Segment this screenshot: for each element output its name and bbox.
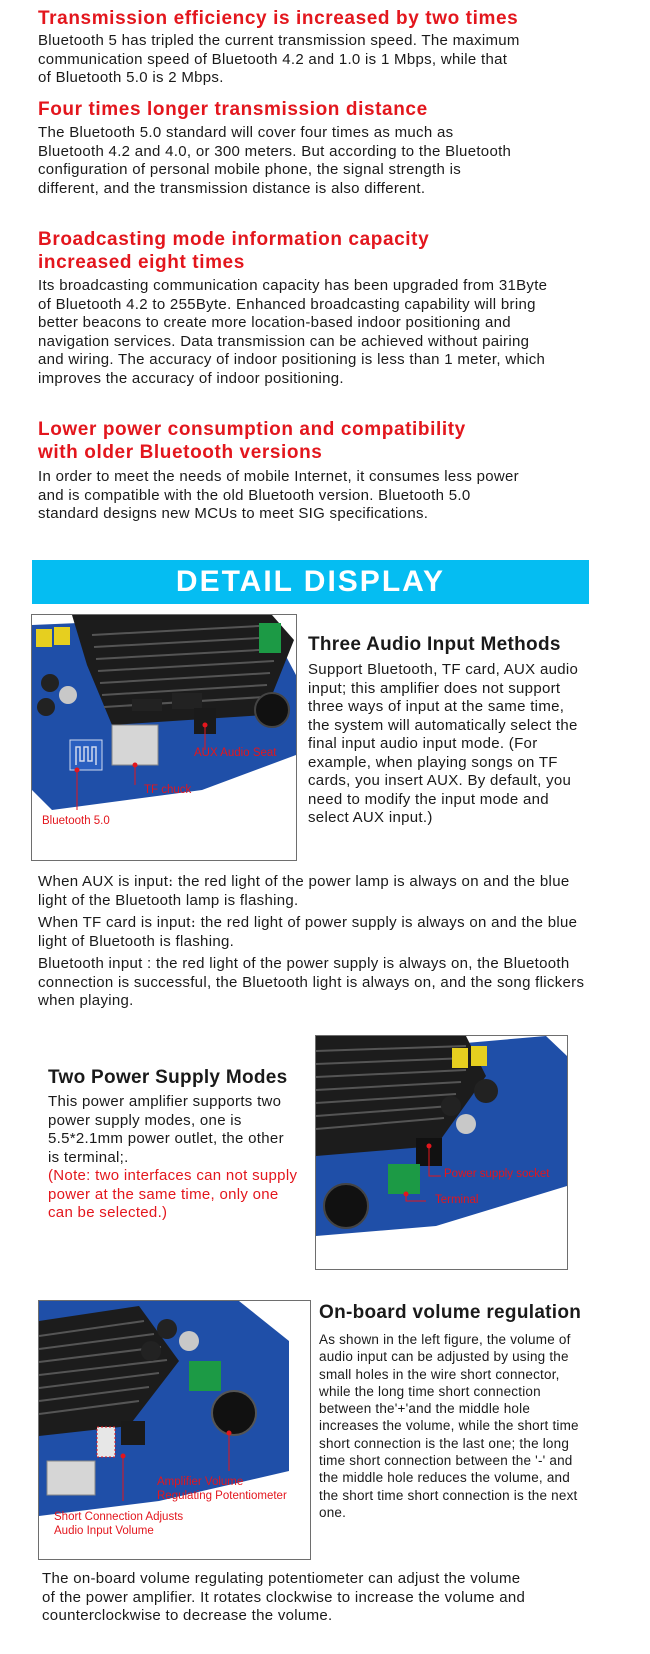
capacitor	[59, 686, 77, 704]
detail-display-banner: DETAIL DISPLAY	[32, 560, 589, 604]
callout-dot	[75, 768, 80, 773]
note-power-modes: (Note: two interfaces can not supply power at the same time, only one can be selected.)	[48, 1167, 298, 1221]
para-two-power-modes: This power amplifier supports two power supply modes, one is 5.5*2.1mm power outlet, the other is terminal;.	[48, 1093, 284, 1166]
callout-dot	[427, 1144, 432, 1149]
title-onboard-volume: On-board volume regulation	[319, 1302, 582, 1323]
terminal-block	[259, 623, 281, 653]
para-three-audio-inputs: Support Bluetooth, TF card, AUX audio input; this amplifier does not support three ways of input at the same time, the system will automatically select the final input audio input mode. (For example, when playing songs on TF cards, you insert AUX. By default, you need to modify the input mode and select AUX input.)	[308, 661, 579, 826]
title-three-audio-inputs: Three Audio Input Methods	[308, 634, 561, 655]
short-connector	[97, 1427, 115, 1457]
pcb-illustration	[316, 1036, 567, 1269]
board-photo-volume	[38, 1300, 311, 1560]
para-onboard-volume: As shown in the left figure, the volume of audio input can be adjusted by using the small holes in the wire short connector, while the long time short connection between the'+'and the middle hole increases the volume, while the short time short connection is the last one; the long time short connection between the '-' and the middle hole reduces the volume, and the short time short connection is the next one.	[319, 1332, 579, 1520]
capacitor	[179, 1331, 199, 1351]
label-short-connection	[54, 1510, 183, 1538]
bluetooth-module	[70, 740, 102, 770]
yellow-capacitor	[471, 1046, 487, 1066]
capacitor	[157, 1319, 177, 1339]
capacitor	[141, 1341, 161, 1361]
heading-transmission-distance: Four times longer transmission distance	[38, 99, 428, 120]
label-tf-chuck: TF chuck	[144, 784, 192, 796]
terminal-block	[388, 1164, 420, 1194]
para-transmission-distance: The Bluetooth 5.0 standard will cover four times as much as Bluetooth 4.2 and 4.0, or 300 meters. But according to the Bluetooth configuration of personal mobile phone, the signal strength is different, and the transmission distance is also different.	[38, 124, 512, 197]
callout-dot	[203, 723, 208, 728]
aux-jack	[121, 1421, 145, 1445]
para-volume-potentiometer: The on-board volume regulating potentiometer can adjust the volume of the power amplifier. It rotates clockwise to increase the volume and counterclockwise to decrease the volume.	[42, 1570, 526, 1624]
para-transmission-efficiency: Bluetooth 5 has tripled the current transmission speed. The maximum communication speed of Bluetooth 4.2 and 1.0 is 1 Mbps, while that of Bluetooth 5.0 is 2 Mbps.	[38, 32, 520, 87]
callout-dot	[133, 763, 138, 768]
label-terminal: Terminal	[435, 1194, 479, 1206]
heading-transmission-efficiency: Transmission efficiency is increased by two times	[38, 8, 519, 29]
label-line: Audio Input Volume	[54, 1525, 154, 1537]
heading-line: Broadcasting mode information capacity	[38, 229, 430, 250]
volume-knob	[255, 693, 289, 727]
heading-line: with older Bluetooth versions	[38, 442, 323, 463]
capacitor	[441, 1096, 461, 1116]
yellow-capacitor	[452, 1048, 468, 1068]
note-tf-input: When TF card is input։ the red light of power supply is always on and the blue light of Bluetooth is flashing.	[38, 914, 578, 950]
note-bluetooth-input: Bluetooth input : the red light of the power supply is always on, the Bluetooth connection is successful, the Bluetooth light is always on, and the song flickers when playing.	[38, 955, 585, 1009]
capacitor	[41, 674, 59, 692]
note-aux-input: When AUX is input։ the red light of the power lamp is always on and the blue light of the Bluetooth lamp is flashing.	[38, 873, 570, 909]
heading-line: increased eight times	[38, 252, 245, 273]
chip	[132, 699, 162, 711]
heading-lower-power	[38, 418, 638, 464]
inductor	[474, 1079, 498, 1103]
yellow-capacitor	[54, 627, 70, 645]
para-lower-power: In order to meet the needs of mobile Internet, it consumes less power and is compatible with the old Bluetooth version. Bluetooth 5.0 standard designs new MCUs to meet SIG specifications.	[38, 468, 519, 523]
tf-slot	[47, 1461, 95, 1495]
board-photo-audio-inputs	[31, 614, 297, 861]
heading-line: Lower power consumption and compatibility	[38, 419, 466, 440]
terminal-block	[189, 1361, 221, 1391]
label-line: Regulating Potentiometer	[157, 1490, 287, 1502]
volume-potentiometer	[212, 1391, 256, 1435]
chip	[172, 693, 202, 709]
title-two-power-modes: Two Power Supply Modes	[48, 1067, 288, 1088]
tf-slot	[112, 725, 158, 765]
capacitor	[456, 1114, 476, 1134]
board-photo-power-supply	[315, 1035, 568, 1270]
label-bluetooth-5: Bluetooth 5.0	[42, 815, 110, 827]
label-line: Short Connection Adjusts	[54, 1511, 184, 1523]
label-power-supply-socket: Power supply socket	[444, 1168, 550, 1180]
capacitor	[37, 698, 55, 716]
label-line: Amplifier Volume	[157, 1476, 244, 1488]
callout-dot	[121, 1454, 126, 1459]
para-broadcasting-capacity: Its broadcasting communication capacity has been upgraded from 31Byte of Bluetooth 4.2 to 255Byte. Enhanced broadcasting capability will bring better beacons to create more location-based indoor positioning and navigation services. Data transmission can be achieved without pairing and wiring. The accuracy of indoor positioning is less than 1 meter, which improves the accuracy of indoor positioning.	[38, 277, 548, 387]
callout-dot	[404, 1192, 409, 1197]
callout-dot	[227, 1431, 232, 1436]
label-volume-potentiometer	[157, 1475, 287, 1503]
label-aux-audio-seat: AUX Audio Seat	[194, 747, 277, 759]
volume-knob	[324, 1184, 368, 1228]
yellow-capacitor	[36, 629, 52, 647]
heading-broadcasting-capacity	[38, 228, 638, 274]
